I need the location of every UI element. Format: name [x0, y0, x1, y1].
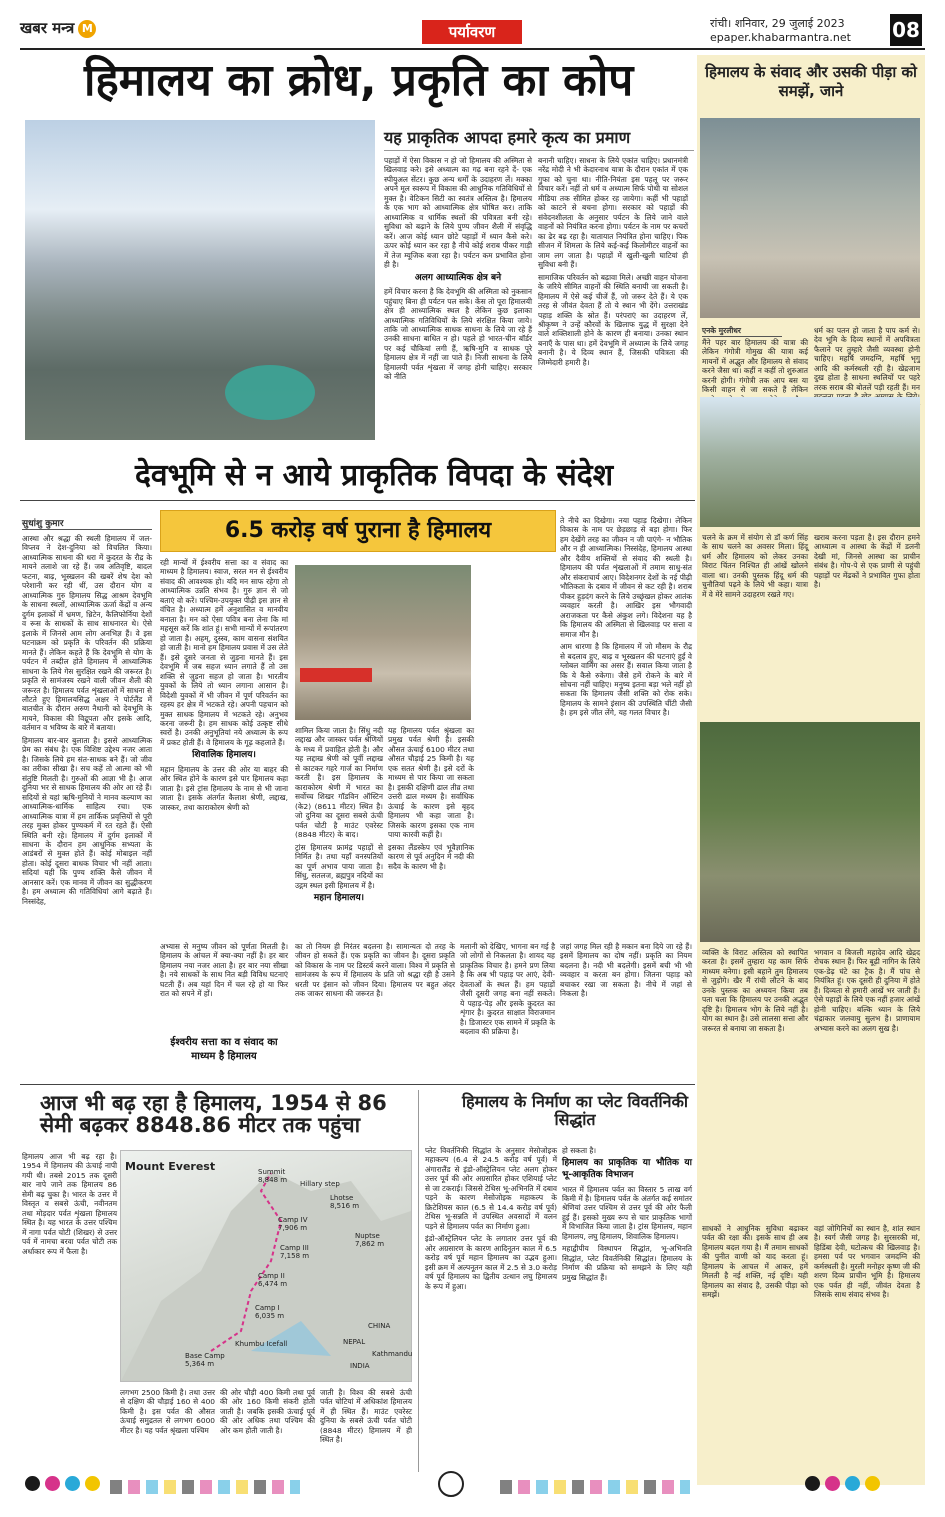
section-tag[interactable]: पर्यावरण [422, 20, 522, 44]
sidebar-paragraph: भगवान व बिजली महादेव आदि खेद्रद रोचक स्थान हैं। फिर बूढ़ी नागिन के लिये एक-डेढ़ घंटे का ट्रैक है। मैं पांच से नियंत्रित हूं। एक दूसरी ही दुनिया में होते हैं। दिव्यता से हमारी आखें भर जाती हैं। ऐसे पहाड़ों के लिये एक नहीं हजार आंखें होनी चाहिए। बल्कि ध्यान के लिये चंद्राकार जलवायु सुलभ है। प्राणायाम अभ्यास करने का अलग सुख है। [814, 948, 920, 1033]
dateline [710, 17, 851, 45]
lower-subhead: ईश्वरीय सत्ता का व संवाद का माध्यम है हिमालय [170, 1037, 278, 1062]
growth-paragraph: जाती है। विश्व की सबसे ऊंची पर्वत चोटियां में अधिकांश हिमालय में ही स्थित हैं। माउंट एवरेस्ट दुनिया के सबसे ऊंची पर्वत चोटी (8848 मीटर) हिमालय में ही स्थित है। [320, 1388, 412, 1445]
growth-paragraph: लगभग 2500 किमी है। तथा उत्तर से दक्षिण की चौड़ाई 160 से 400 किमी है। इस पर्वत की औसत ऊंचाई समुद्रतल से लगभग 6000 मीटर है। यह पर्वत श्रृंखला पश्चिम [120, 1388, 215, 1435]
plate-subhead: हिमालय का प्राकृतिक या भौतिक या भू-आकृतिक विभाजन [562, 1158, 692, 1180]
sidebar-paragraph: मैंने पहर बार हिमालय की यात्रा की लेकिन गंगोत्री गोमुख की यात्रा कई मायनों में अद्भुत और हिमालय से संवाद करने जैसा था। कहीं न कहीं तो शुरुआत करनी होगी। गंगोत्री तक आप बस या किसी वाहन से जा सकते हैं लेकिन [702, 338, 808, 395]
sidebar-byline: एनके मुरलीधर [702, 326, 782, 337]
story-paragraph: मलानी को देखिए, भागना बन गई है जो लोगों से निकलता है। शायद यह प्राकृतिक विचार है। हमने प्रण लिया है कि अब भी पहाड़ पर आएं, देवी-देवताओं के स्थल हैं। हम पहाड़ों जैसी दूसरी जगह बना नहीं सकते। ये पहाड़-पेड़ और इसके कुदरत का शृंगार है। कुदरत साक्षात विराजमान है। डिजास्टर एक सामने में प्रकृति के बदलाव की प्रक्रिया है। [460, 942, 556, 1037]
brand-logo-icon: M [78, 20, 96, 38]
growth-paragraph: हिमालय आज भी बढ़ रहा है। 1954 में हिमालय की ऊंचाई नापी गयी थी। तबसे 2015 तक दूसरी बार नापे जाने तक हिमालय 86 सेमी बढ़ चुका है। भारत के उत्तर में विस्तृत व सबसे ऊंची, नवीनतम तथा मोड़दार पर्वत शृंखला हिमालय स्थित है। यह भारत के उत्तर पश्चिम में नागा पर्वत चोटी (शिखर) से उत्तर पर्व में नामचा बरवा पर्वत चोटी तक अर्धाकार रूप में फैला है। [22, 1152, 117, 1256]
lower-column-2 [295, 942, 455, 1070]
map-label: Camp IV 7,906 m [278, 1216, 308, 1232]
story-subhead: शिवालिक हिमालय। [192, 750, 256, 761]
growth-headline-line1: आज भी बढ़ रहा है हिमालय, 1954 से 86 [40, 1091, 387, 1115]
main-column-2 [538, 156, 688, 446]
registration-dot [85, 1476, 100, 1491]
main-subheadline: यह प्राकृतिक आपदा हमारे कृत्य का प्रमाण [384, 128, 631, 147]
story-paragraph: अभ्यास से मनुष्य जीवन को पूर्णता मिलती है। हिमालय के आंचल में क्या-क्या नहीं है। हर बार हिमालय नया नजर आता है। हर बार नया सीखा है। नये साधकों के साथ नित बड़ी विविध घटनाएं घटती हैं। अब यहां दिन में चल रहे हो या फिर रात को सपने में हों। [160, 942, 288, 999]
plate-paragraph: भारत में हिमालय पर्वत का विस्तार 5 लाख वर्ग किमी में है। हिमालय पर्वत के अंतर्गत कई समांतर श्रेणियां उत्तर पश्चिम से उत्तर पूर्व की ओर फैली हुई हैं। इसको मुख्य रूप से चार प्राकृतिक भागों में विभाजित किया जाता है। ट्रांस हिमालय, महान हिमालय, लघु हिमालय, शिवालिक हिमालय। [562, 1184, 692, 1241]
box-vertical-rule [418, 1090, 419, 1472]
registration-dot [25, 1476, 40, 1491]
red-roof-shape [300, 668, 372, 682]
map-label: Base Camp 5,364 m [185, 1352, 225, 1368]
second-column-a [22, 534, 152, 934]
lower-column-3 [460, 942, 555, 1070]
sidebar-paragraph: वहां जोगिनियों का स्थान है, शांत स्थान है। स्वर्ग जैसी जगह है। सुरसरकी मां, हिडिंबा देवी, घटोत्कच की खिलवाड़ है। हमसा पर्व पर भगवान जमदग्नि की कर्मस्थली है। मुरली मनोहर कृष्ण जी की शरण दिव्य प्राचीन भूमि है। हिमालय एक पर्वत ही नहीं, जीवंत देवता है जिसके साथ संवाद संभव है। [814, 1224, 920, 1300]
plate-paragraph: महाद्वीपीय विस्थापन सिद्धांत, भू-अभिनति सिद्धांत, प्लेट विवर्तनिकी सिद्धांत। हिमालय के निर्माण की प्रक्रिया को समझने के लिए यही प्रमुख सिद्धांत हैं। [562, 1244, 692, 1282]
lower-column-4 [560, 942, 692, 1070]
growth-column-1 [22, 1152, 117, 1470]
map-label: Summit 8,848 m [258, 1168, 288, 1184]
map-label: NEPAL [343, 1338, 366, 1346]
growth-column-4 [320, 1388, 412, 1470]
sidebar-title: हिमालय के संवाद और उसकी पीड़ा को समझें, जाने [705, 63, 917, 100]
color-bar-strip [110, 1480, 300, 1494]
map-title: Mount Everest [125, 1160, 216, 1173]
brand-text: खबर मन्त्र [20, 19, 75, 37]
sidebar-column-8 [814, 1224, 920, 1480]
registration-dot [825, 1476, 840, 1491]
date-text: रांची। शनिवार, 29 जुलाई 2023 [710, 17, 845, 30]
masthead-divider [20, 48, 925, 50]
sidebar-paragraph: व्यक्ति के विराट अस्तित्व को स्थापित करता है। इसमें तुम्हारा यह काम सिर्फ माध्यम बनेगा। इसी बहाने तुम हिमालय से जुड़ोगे। खैर मैं रांची लौटने के बाद उनके पुस्तक का अध्ययन किया तब पता चला कि हिमालय पर उनकी अद्भुत दृष्टि है। हिमालय भोग के लिये नहीं है। योग का स्थान है। उसे लालसा सत्ता और जरूरत से बनाया जा सकता है। [702, 948, 808, 1033]
sidebar-paragraph: धर्म का पतन हो जाता है पाप कर्म से। देव भूमि के दिव्य स्थानों में अपवित्रता फैलाने पर तुम्हारे जैसी व्यवस्था होनी चाहिए। महर्षि जमदग्नि, महर्षि भृगु आदि की कर्मस्थली रही है। खेद्रजाम दुख होता है साधना स्थलियों पर पहरे तरक सराब की बोतलें पड़ी रहती हैं। मन [814, 326, 920, 392]
plate-tectonics-headline: हिमालय के निर्माण का प्लेट विवर्तनिकी सिद्धांत [462, 1092, 688, 1130]
main-headline: हिमालय का क्रोध, प्रकृति का कोप [84, 55, 634, 106]
second-column-b [160, 558, 288, 934]
glacier-lake-shape [225, 365, 315, 420]
story-paragraph: आम धारणा है कि हिमालय में जो मौसम के रौद्र से बदलाव हुए, बाढ़ व भूस्खलन की घटनाएं हुईं वे ग्लोबल वार्मिंग का असर हैं। सवाल किया जाता है कि ये कैसे रुकेगा। जैसे हमें रोकने के बारे में सोचना नहीं चाहिए। मनुष्य इतना बड़ा भले नहीं हो सकता कि हिमालय जैसी शक्ति को रोक सके। हिमालय के सामने इंसान की उपस्थिति चींटी जैसी है। हम इसे जीत लेंगे, यह गलत विचार है। [560, 642, 692, 718]
registration-dot [845, 1476, 860, 1491]
sidebar-paragraph: चलने के क्रम में संयोग से डॉ कर्ण सिंह के साथ चलने का अवसर मिला। हिंदू धर्म और हिमालय को लेकर उनका विराट चिंतन निश्चित ही आंखें खोलने वाला था। उनकी पुस्तक हिंदू धर्म की चुनौतियां पढ़ने के लिये भी कहा। यात्रा में वे मेरे सामने उदाहरण रखते गए। [702, 533, 808, 599]
growth-headline-line2: सेमी बढ़कर 8848.86 मीटर तक पहुंचा [40, 1113, 361, 1138]
map-label: Khumbu Icefall [235, 1340, 288, 1348]
registration-dot [45, 1476, 60, 1491]
plate-paragraph: हो सकता है। [562, 1146, 597, 1155]
main-paragraph: सामाजिक परिवर्तन को बढ़ावा मिले। अच्छी वाहन योजना के जरिये सीमित वाहनों की स्थिति बनायी जा सकती है। हिमालय में ऐसे कई चीजें हैं, जो जरूर देते हैं। ये एक तरह से जीवंत देवता हैं तो ये स्थान भी देंगे। उत्तराखंड पहाड़ शक्ति के स्रोत हैं। परंपराएं का उदाहरण लें, श्रीकृष्ण ने उन्हें कौरवों के खिलाफ युद्ध में सुरक्षा देने वाले शक्तिशाली होने के कारण ही बनाया। उनका स्थान बनाएँ के पास था। हमें देवभूमि में अध्यात्म के लिये जगह बनानी है। ये दिव्य स्थान हैं, जिसकी पवित्रता की जिम्मेदारी हमारी है। [538, 272, 688, 367]
story-subhead: महान हिमालय। [313, 892, 365, 903]
sidebar-column-6 [814, 948, 920, 1218]
everest-glacier-photo [25, 120, 375, 440]
story-paragraph: महान हिमालय के उत्तर की ओर या बाहर की ओर स्थित होने के कारण इसे पार हिमालय कहा जाता है। इसे ट्रांस हिमालय के नाम से भी जाना जाता है। इसके अंतर्गत कैलाश श्रेणी, लद्दाख, जास्कर, तथा काराकोरम श्रेणी को [160, 764, 288, 812]
main-paragraph: बनानी चाहिए। साधना के लिये एकांत चाहिए। प्रधानमंत्री नरेंद्र मोदी ने भी केदारनाथ यात्रा के दौरान एकांत में एक गुफा को चुना था। नीति-नियंता इस पहलू पर जरूर विचार करें। नहीं तो धर्म व अध्यात्म सिर्फ पोथी या सोशल मीडिया तक सीमित होकर रह जायेगा। कहीं भी पहाड़ों को काटने से बचना होगा। सरकार को पहाड़ों की संवेदनशीलता के अनुसार पर्यटन के लिये जाने वाले वाहनों को नियंत्रित करना होगा। पर्यटन के नाम पर कचरों का ढेर बढ़ रहा है। यातायात नियंत्रित होना चाहिए। पिक सीजन में शिमला के लिये कई-कई किलोमीटर वाहनों का जाम लग जाता है। पहाड़ों में खुली-खुली घाटियां ही सुविधा बनी हैं। [538, 156, 688, 270]
registration-dot [65, 1476, 80, 1491]
box-divider [20, 1084, 695, 1085]
kedarnath-town-photo [700, 118, 920, 318]
map-label: Camp II 6,474 m [258, 1272, 288, 1288]
flood-photo [295, 565, 471, 720]
growth-column-3 [220, 1388, 315, 1470]
plate-column-1 [425, 1146, 557, 1470]
sidebar-paragraph: खराब करना पड़ता है। इस दौरान हमने आध्यात्म व आस्था के केंद्रों में डलनी देखी मां, जिनसे आस्था का प्राचीन संबंध है। गोप-पे से एक प्राणी से पहुंची पहाड़ों पर मेंढकों ने प्रभावित गुफा होता है। [814, 533, 920, 590]
sidebar-column-7 [702, 1224, 808, 1480]
page-number: 08 [890, 14, 922, 46]
map-label: Nuptse 7,862 m [355, 1232, 385, 1248]
valley-photo [700, 397, 920, 527]
second-column-d [560, 516, 692, 934]
sidebar-column-3 [702, 533, 808, 718]
main-column-1 [384, 156, 532, 446]
map-label: Hillary step [300, 1180, 340, 1188]
plate-paragraph: प्लेट विवर्तनिकी सिद्धांत के अनुसार मेसोजोइक महाकल्प (6.4 से 24.5 करोड़ वर्ष पूर्व) में अंगारालैंड से इंडो-ऑस्ट्रेलियन प्लेट अलग होकर उत्तर पूर्व की ओर अग्रसारित होकर एशियाई प्लेट से जा टकराई। जिससे टेथिस भू-अभिनति में दबाव पड़ने के कारण मेसोजोइक महाकल्प के क्रिटेशियस काल (6.5 से 14.4 करोड़ वर्ष पूर्व) टेथिस भू-सन्नति में उपस्थित अवसादों में वलन पड़ने से हिमालय पर्वत का निर्माण हुआ। [425, 1146, 557, 1231]
main-paragraph: हमें विचार करना है कि देवभूमि की अस्मिता को नुकसान पहुंचाए बिना ही पर्यटन पल सके। केंस तो पूरा हिमालयी क्षेत्र ही आध्यात्मिक स्थल है लेकिन कुछ इलाका आध्यात्मिक गतिविधियों के लिये संरक्षित किया जाये। ताकि जो आध्यात्मिक साधक साधना के लिये जा रहे हैं उनकी साधना बाधित न हो। पहले हो भारत-चीन बॉर्डर पर कई चौकियां लगी हैं, ऋषि-मुनि व साधक पूरे हिमालय क्षेत्र में नहीं जा पाते हैं। निजी साधना के लिये हिमालयी पर्वत शृंखला में जगह होनी चाहिए। सरकार को नीति [384, 287, 532, 382]
registration-crosshair-icon [438, 1471, 464, 1497]
story-paragraph: का तो नियम ही निरंतर बदलना है। सामान्यतः दो तरह के जीवन हो सकते हैं। एक प्रकृति का जीवन है। दूसरा प्रकृति को विकास के नाम पर डिस्टर्ब करने वाला। विश्व में प्रकृति से सामंजस्य के रूप में हिमालय के प्रति जो श्रद्धा रही है उसने धरती पर इंसान को जीवन दिया। हिमालय पर बहुत अंदर तक जाकर साधना की जरूरत है। [295, 942, 455, 999]
story-paragraph: रही मान्यों में ईश्वरीय सत्ता का व संवाद का माध्यम है हिमालय। स्वाज, सरल मन से ईश्वरीय संवाद की आवश्यक हो। यदि मन साफ रहेगा तो आध्यात्मिक उन्नति संभव है। गुरु ज्ञान से जो बताएं वो करें। पश्चिम-उपयुक्त पीढ़ी इस ज्ञान से वंचित है। अध्यात्म हमें अनुशासित व मानवीय बनाता है। मन को ऐसा पवित्र बना लेना कि मां महसूस करें कि शांत हूं। सभी मान्यों में रूपांतरण हो जाता है। अहम्, दुस्स्व, काम वासना संशयित हो जाती है। मानो हम हिमालय प्रवास में उस लेते हैं। इसे दूसरे जनता से जुड़ना मानते हैं। इस देवभूमि में जब सहज ध्यान लगाते हैं तो उस शक्ति से जुड़ना सहज हो जाता है। भारतीय युवकों के लिये तो ध्यान लगाना आसान है। विदेशी युवकों में भी जीवन में पूर्ण परिवर्तन का रहस्य हर क्षेत्र में भटकते रहे। अपनी पहचान को मुक्त साधक हिमालय में भटकते रहे। अनुभव करना जरूरी है। हम साधक कोई उत्कृष्ट सीधे स्वरों है। उनकी अनुभूतियां नये अध्यात्म के रूप में प्रकट होती हैं। वे हिमालय के गूढ़ कहलाते हैं। [160, 558, 288, 747]
story-paragraph: जहां जगह मिल रही है मकान बना दिये जा रहे हैं। इसमें हिमालय का दोष नहीं। प्रकृति का नियम बदलना है। नदी भी बदलेगी। इसमें बची भी भी व्यवहार व करता बन होगा। जितना पहाड़ को बचाकर रखा जा सकता है। नीचे में जहां से निकला है। [560, 942, 692, 999]
story-paragraph: शामिल किया जाता है। सिंधु नदी लद्दाख और जास्कर पर्वत श्रेणियों के मध्य में प्रवाहित होती है। और यह लद्दाख श्रेणी को पूर्वी लद्दाख से काटकर गहरे गार्ज का निर्माण करती है। इस हिमालय के काराकोरम श्रेणी में भारत का सर्वोच्च शिखर गॉडविन ऑस्टिन (के2) (8611 मीटर) स्थित है। जो दुनिया का दूसरा सबसे ऊंची पर्वत चोटी है माउंट एवरेस्ट (8848 मीटर) के बाद। [295, 726, 383, 840]
growth-headline [40, 1092, 387, 1136]
sidebar-column-4 [814, 533, 920, 718]
main-subhead: अलग आध्यात्मिक क्षेत्र बने [414, 272, 502, 283]
growth-column-2 [120, 1388, 215, 1470]
story-paragraph: ट्रांस हिमालय फ्रामंद्र पहाड़ों से निर्मित है। तथा यहाँ वनस्पतियों का पूर्ण अभाव पाया जाता है। सिंधु, सतलज, ब्रह्मपुत्र नदियों का उद्गम स्थल इसी हिमालय में है। [295, 842, 383, 890]
map-label: INDIA [350, 1362, 370, 1370]
forest-temple-photo [700, 722, 920, 942]
subhead-rule [384, 150, 694, 151]
registration-dot [805, 1476, 820, 1491]
growth-paragraph: की ओर चौड़ी 400 किमी तथा पूर्व की ओर 160 किमी संकरी होती जाती है। जबकि इसकी ऊंचाई पूर्व की ओर अधिक तथा पश्चिम की ओर कम होती जाती है। [220, 1388, 315, 1435]
age-banner: 6.5 करोड़ वर्ष पुराना है हिमालय [160, 510, 556, 552]
second-byline: सुधांशु कुमार [22, 516, 152, 530]
map-label: Camp I 6,035 m [255, 1304, 285, 1320]
color-bar-strip [500, 1480, 690, 1494]
story-paragraph: आस्था और श्रद्धा की स्थली हिमालय में जल-विप्लव ने देश-दुनिया को विचलित किया। आध्यात्मिक साधना की धरा में कुदरत के रौद्र के मायने तलाशे जा रहे हैं। जब अतिवृष्टि, बादल फटना, बाढ़, भूस्खलन की खबरें शेष देश को परेशानी कर रही थीं, उस दौरान योग व आध्यात्मिक गुरु हिमालय सिद्ध आश्रम देवभूमि के साधना स्थलों, आध्यात्मिक ऊर्जा केंद्रों व अन्य दुर्गम इलाकों में भ्रमण, ध्रिटेन, कैलिफोर्निया देशों व रूस के साधकों के साथ साधनारत थे। ऐसे इलाके में जिनसे आम लोग अनभिज्ञ हैं। वे इस घटनाक्रम को प्रकृति के परिवर्तन की प्रक्रिया मानते हैं। लेकिन कहते हैं कि देवभूमि से योग के पर्यटन में तब्दील होते हिमालय में आध्यात्मिक साधना के लिये गेस सुरक्षित रखने की जरूरत है। प्रकृति से सामंजस्य रखने वाली जीवन शैली की जरूरत है। हिमालय पर्वत शृंखलाओं में साधना से लौटते हुए हिमालयसिद्ध अक्षर ने पोर्टलैंड में बातचीत के दौरान अरुण नैथानी को देवभूमि के मायने, विकास की विद्रूपता और इसके आदि, वर्तमान व भविष्य के बारे में बताया। [22, 534, 152, 733]
lower-column-1 [160, 942, 288, 1030]
map-label: Kathmandu [372, 1350, 413, 1358]
story-paragraph: इसका लैंडस्केप एवं भूवैज्ञानिक कारण से पूर्व अनुदिन मे नदी की सदैव के कारण भी है। [388, 842, 474, 871]
story-paragraph: यह हिमालय पर्वत श्रृंखला का प्रमुख पर्वत श्रेणी है। इसकी औसत ऊंचाई 6100 मीटर तथा औसत चौड़ाई 25 किमी है। यह एक सतत श्रेणी है। इसे दरों के माध्यम से पार किया जा सकता है। इसकी दक्षिणी ढाल तीव्र तथा उत्तरी ढाल मध्यम है। सर्वाधिक ऊंचाई के कारण इसे बृहद हिमालय भी कहा जाता है। जिसके कारण इसका एक नाम पाया कारवी कहीं है। [388, 726, 474, 840]
sidebar-paragraph: साधकों ने आधुनिक सुविधा बढ़ाकर पर्वत की रक्षा की। इसके साथ ही अब हिमालय बदल गया है। मैं तमाम साधकों की पुनीत वाणी को याद करता हूं। हिमालय के आचल में आकर, हमें मिलती है नई शक्ति, नई दृष्टि। यही हिमालय का संवाद है, उसकी पीड़ा को समझें। [702, 1224, 808, 1300]
main-paragraph: पहाड़ों में ऐसा विकास न हो जो हिमालय की अस्मिता से खिलवाड़ करे। इसे अध्यात्म का गढ़ बना रहने दें- एक स्पीयुअल सेंटर। कुछ अन्य धर्मों के उदाहरण लें। मक्का अपने मूल स्वरूप में विकास की आधुनिक गतिविधियों से मुक्त है। वेटिकन सिटी का स्वतंत्र अस्तित्व है। हिमालय के एक भाग को आध्यात्मिक क्षेत्र घोषित कर। ताकि आध्यात्मिक व धार्मिक स्थलों की पवित्रता बनी रहे। सुविधा को बढ़ाने के लिये पुण्य जीवन शैली में संवृद्धि करें। आज कोई ध्यान छोटे पहाड़ों में ध्यान कैसे करे। ऊपर कोई ध्यान कर रहा है नीचे कोई शराब पीकर गाड़ी में तेज म्यूजिक बजा रहा है। पर्यटन कम प्रभावित होना ही है। [384, 156, 532, 270]
plate-paragraph: इंडो-ऑस्ट्रेलियन प्लेट के लगातार उत्तर पूर्व की ओर अग्रसारण के कारण आदिनूतन काल में 6.5 करोड़ वर्ष पूर्व महान हिमालय का उद्भव हुआ। इसी क्रम में अल्पनूतन काल में 2.5 से 3.0 करोड़ वर्ष पूर्व हिमालय का द्वितीय उत्थान लघु हिमालय के रूप में हुआ। [425, 1234, 557, 1291]
second-column-c [295, 726, 383, 934]
story-divider [20, 500, 695, 501]
story-paragraph: हिमालय बार-बार बुलाता है। इससे आध्यात्मिक प्रेम का संबंध है। एक विशिष्ट उद्देश्य नजर आता है। जिसके लिये हम संत-साधक बने हैं। जो जीव का तरीका सीखा है। सच कहें तो आत्मा को भी संतुष्टि मिलती है। गुरुओं की आज्ञा भी है। आज दुनिया भर से साधक हिमालय की ओर आ रहे हैं। सदियों से यहां ऋषि-मुनियों ने मानव कल्याण का आध्यात्मिक-धार्मिक साहित्य रचा। एक आध्यात्मिक यात्रा में हम तार्किक प्रवृत्तियों से पूरी तरह मुक्त होकर पुण्यकर्म में रत रहते हैं। ऐसी स्थिति बनी रहे। हिमालय में दुर्गम इलाकों में साधना के दौरान हम आधुनिक सभ्यता के आडंबरों से मुक्त होते हैं। कोई मोबाइल नहीं होता। कोई दूसरा बाधक विचार भी नहीं आता। सदियां यही कि पुण्य शक्ति कैसे जीवन में आनसार करें। एक मानव में जीवन का सुद्धीकरण है। हम अध्यात्म की गतिविधियां आगे बढ़ाते हैं। निस्संदेह, [22, 735, 152, 906]
map-label: Camp III 7,158 m [280, 1244, 310, 1260]
map-label: Lhotse 8,516 m [330, 1194, 360, 1210]
second-headline: देवभूमि से न आये प्राकृतिक विपदा के संदेश [135, 458, 614, 493]
plate-column-2 [562, 1146, 692, 1470]
sidebar-column-2 [814, 326, 920, 394]
registration-dot [865, 1476, 880, 1491]
map-label: CHINA [368, 1322, 391, 1330]
site-link[interactable]: epaper.khabarmantra.net [710, 31, 851, 44]
sidebar-column-1 [702, 338, 808, 394]
second-column-c2 [388, 726, 474, 934]
story-paragraph: ते नीचे का दिखेगा। नया पहाड़ दिखेगा। लेकिन विकास के नाम पर छेड़छाड़ से बड़ा होगा। फिर हम देखेंगे तरह का जीवन न जी पाएंगे- न भौतिक और न ही आध्यात्मिक। निस्संदेह, हिमालय आस्था और दैवीय शक्तियों से संवाद की स्थली है। हिमालय की पर्वत शृंखलाओं में तमाम साधु-संत और संकराचार्य आए। विदेशनगर देशों के नई पीढ़ी भौतिकता के दबाव में जीवन से कट रही है। शराब पीकर हुड़दंग करने के लिये उच्छृंखल होकर आतंक व्यवहार करती है। आखिर इस भौगवादी अराजकता पर कैसे अंकुश लगे। विदेशना यह है कि हिमालय की अस्मिता से खिलवाड़ पर सत्ता व समाज मौन है। [560, 516, 692, 639]
sidebar-column-5 [702, 948, 808, 1218]
masthead-brand[interactable] [20, 18, 96, 38]
